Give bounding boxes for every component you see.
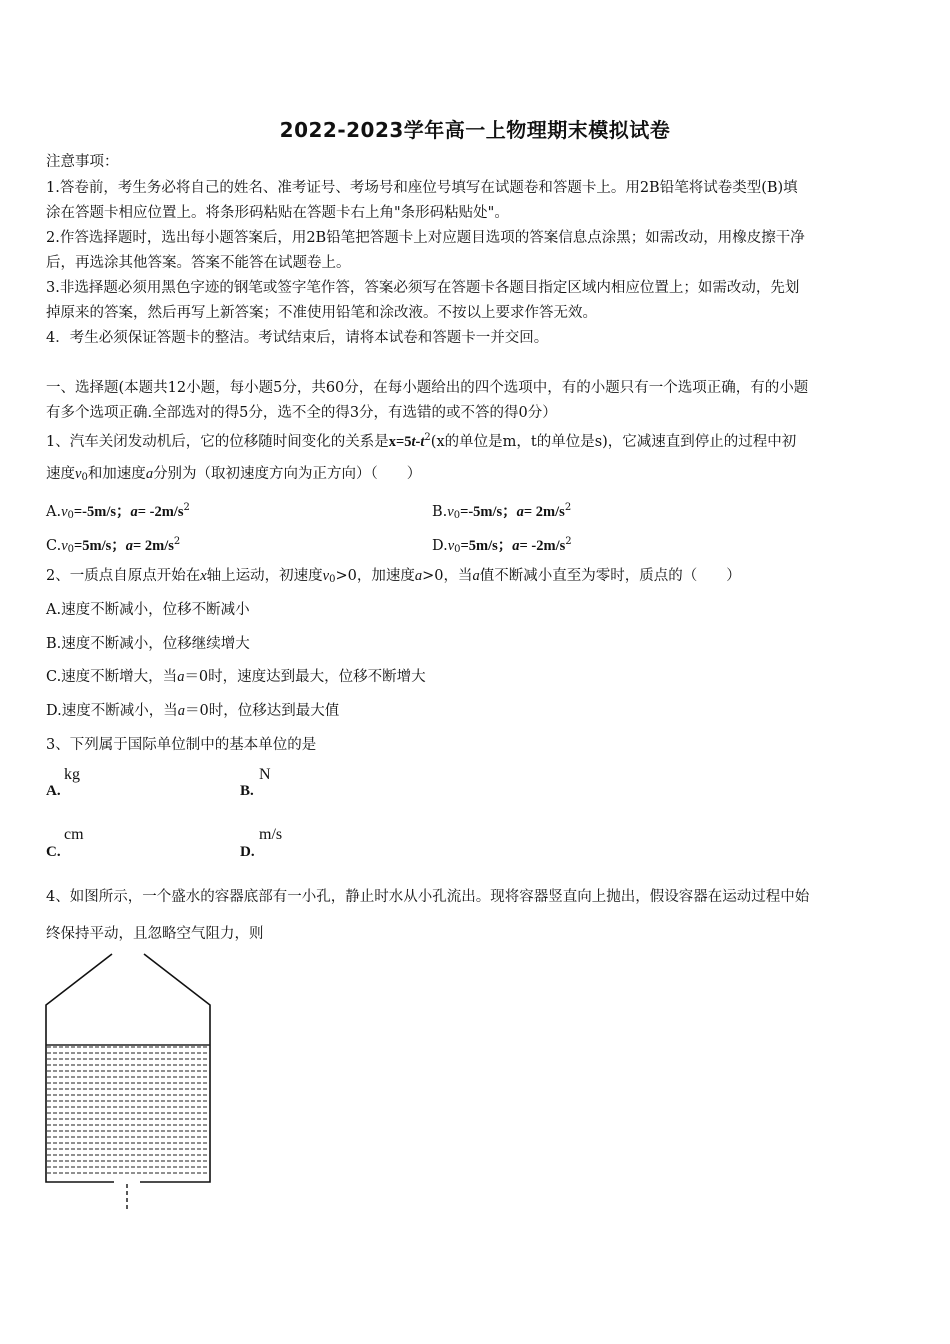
q1-text: 速度 — [46, 466, 75, 482]
option-text: =5m/s； — [460, 538, 513, 554]
option-letter: A. — [46, 504, 62, 520]
question-1-stem — [46, 428, 796, 452]
option-text: 0 — [67, 510, 74, 521]
question-4-stem: 终保持平动，且忽略空气阻力，则 — [46, 926, 264, 942]
option-letter: C. — [46, 844, 61, 860]
option-text: 2 — [173, 536, 181, 547]
option-text: = -2m/s — [519, 538, 566, 554]
option-text: v — [447, 538, 455, 554]
q2-text: >0，当 — [422, 568, 473, 584]
q2-var: 0 — [329, 574, 336, 585]
q1-option-d[interactable] — [432, 532, 572, 560]
option-text: 0 — [453, 510, 461, 521]
q2-text: 值不断减小直至为零时，质点的（ ） — [479, 568, 741, 584]
option-text: 2 — [564, 502, 572, 513]
option-letter: A. — [46, 783, 61, 799]
q3-option-b-unit: N — [259, 766, 271, 783]
option-text: 2 — [183, 502, 190, 513]
option-text: a — [130, 504, 138, 520]
q2-text: >0，加速度 — [335, 568, 415, 584]
container-figure — [40, 950, 220, 1215]
q1-var: a — [145, 466, 154, 482]
option-text: a — [125, 538, 134, 554]
q2-var: a — [414, 568, 423, 584]
option-text: C.速度不断增大，当 — [46, 669, 178, 685]
q1-var: 0 — [81, 472, 88, 483]
container-outline — [46, 954, 210, 1182]
notes-heading: 注意事项： — [46, 154, 119, 170]
q1-eq: 2 — [424, 432, 431, 443]
page-title: 2022-2023学年高一上物理期末模拟试卷 — [279, 118, 671, 142]
q3-option-c-unit: cm — [64, 826, 84, 843]
option-text: =5m/s； — [74, 538, 126, 554]
option-text: =-5m/s； — [73, 504, 131, 520]
option-text: D.速度不断减小，当 — [46, 703, 178, 719]
q2-option-a[interactable]: A.速度不断减小，位移不断减小 — [46, 602, 250, 618]
q2-text: 2、一质点自原点开始在 — [46, 568, 201, 584]
option-text: 0 — [67, 544, 74, 555]
option-text: a — [177, 669, 185, 685]
q1-text: 和加速度 — [87, 466, 146, 482]
question-3-stem: 3、下列属于国际单位制中的基本单位的是 — [46, 737, 317, 753]
q1-eq: x=5 — [388, 434, 412, 450]
question-4-stem: 4、如图所示，一个盛水的容器底部有一小孔，静止时水从小孔流出。现将容器竖直向上抛出，假设容器在运动过程中始 — [46, 889, 810, 905]
notes-line: 4．考生必须保证答题卡的整洁。考试结束后，请将本试卷和答题卡一并交回。 — [46, 330, 549, 346]
q1-var: v — [75, 466, 82, 482]
option-letter: D. — [432, 538, 448, 554]
option-text: 2 — [565, 536, 572, 547]
option-text: =-5m/s； — [460, 504, 517, 520]
option-text: v — [61, 538, 68, 554]
notes-line: 后，再选涂其他答案。答案不能答在试题卷上。 — [46, 255, 351, 271]
q3-option-a[interactable] — [46, 780, 61, 800]
option-letter: C. — [46, 538, 62, 554]
question-1-stem — [46, 464, 421, 488]
q1-text: (x的单位是m，t的单位是s)，它减速直到停止的过程中初 — [430, 434, 797, 450]
q1-eq: t — [411, 434, 416, 450]
option-text: 0 — [454, 544, 461, 555]
water-hatching — [46, 1045, 210, 1173]
q3-option-d[interactable] — [240, 841, 255, 861]
option-text: ＝0时，位移达到最大值 — [184, 703, 340, 719]
q1-text: 分别为（取初速度方向为正方向）（ ） — [153, 466, 422, 482]
q2-var: v — [322, 568, 330, 584]
section-heading: 有多个选项正确.全部选对的得5分，选不全的得3分，有选错的或不答的得0分） — [46, 405, 557, 421]
q3-option-a-unit: kg — [64, 766, 80, 783]
option-text: a — [516, 504, 524, 520]
q1-option-b[interactable] — [432, 498, 571, 526]
option-text: = 2m/s — [133, 538, 174, 554]
notes-line: 3.非选择题必须用黑色字迹的钢笔或签字笔作答，答案必须写在答题卡各题目指定区域内相应位置上；如需改动，先划 — [46, 280, 800, 296]
q2-option-c[interactable] — [46, 667, 426, 687]
option-text: a — [177, 703, 185, 719]
option-text: ＝0时，速度达到最大，位移不断增大 — [184, 669, 426, 685]
q1-option-a[interactable] — [46, 498, 190, 526]
option-letter: B. — [240, 783, 254, 799]
q3-option-c[interactable] — [46, 841, 61, 861]
q2-text: 轴上运动，初速度 — [206, 568, 323, 584]
question-2-stem — [46, 566, 741, 590]
notes-line: 涂在答题卡相应位置上。将条形码粘贴在答题卡右上角"条形码粘贴处"。 — [46, 205, 509, 221]
q1-eq: - — [415, 434, 421, 450]
q2-option-d[interactable] — [46, 701, 339, 721]
notes-line: 2.作答选择题时，选出每小题答案后，用2B铅笔把答题卡上对应题目选项的答案信息点涂黑；如需改动，用橡皮擦干净 — [46, 230, 805, 246]
q2-option-b[interactable]: B.速度不断减小，位移继续增大 — [46, 636, 250, 652]
q1-text: 1、汽车关闭发动机后，它的位移随时间变化的关系是 — [46, 434, 389, 450]
option-text: a — [512, 538, 520, 554]
option-letter: D. — [240, 844, 255, 860]
q1-option-c[interactable] — [46, 532, 180, 560]
q2-var: x — [200, 568, 207, 584]
option-text: = -2m/s — [137, 504, 184, 520]
q2-var: a — [472, 568, 480, 584]
option-text: = 2m/s — [523, 504, 565, 520]
option-text: v — [447, 504, 454, 520]
q1-eq: t — [420, 434, 425, 450]
notes-line: 1.答卷前，考生务必将自己的姓名、准考证号、考场号和座位号填写在试题卷和答题卡上。用2B铅笔将试卷类型(B)填 — [46, 180, 798, 196]
option-letter: B. — [432, 504, 448, 520]
q3-option-d-unit: m/s — [259, 826, 283, 843]
section-heading: 一、选择题(本题共12小题，每小题5分，共60分，在每小题给出的四个选项中，有的小题只有一个选项正确，有的小题 — [46, 380, 809, 396]
option-text: v — [61, 504, 68, 520]
notes-line: 掉原来的答案，然后再写上新答案；不准使用铅笔和涂改液。不按以上要求作答无效。 — [46, 305, 597, 321]
q3-option-b[interactable] — [240, 780, 254, 800]
